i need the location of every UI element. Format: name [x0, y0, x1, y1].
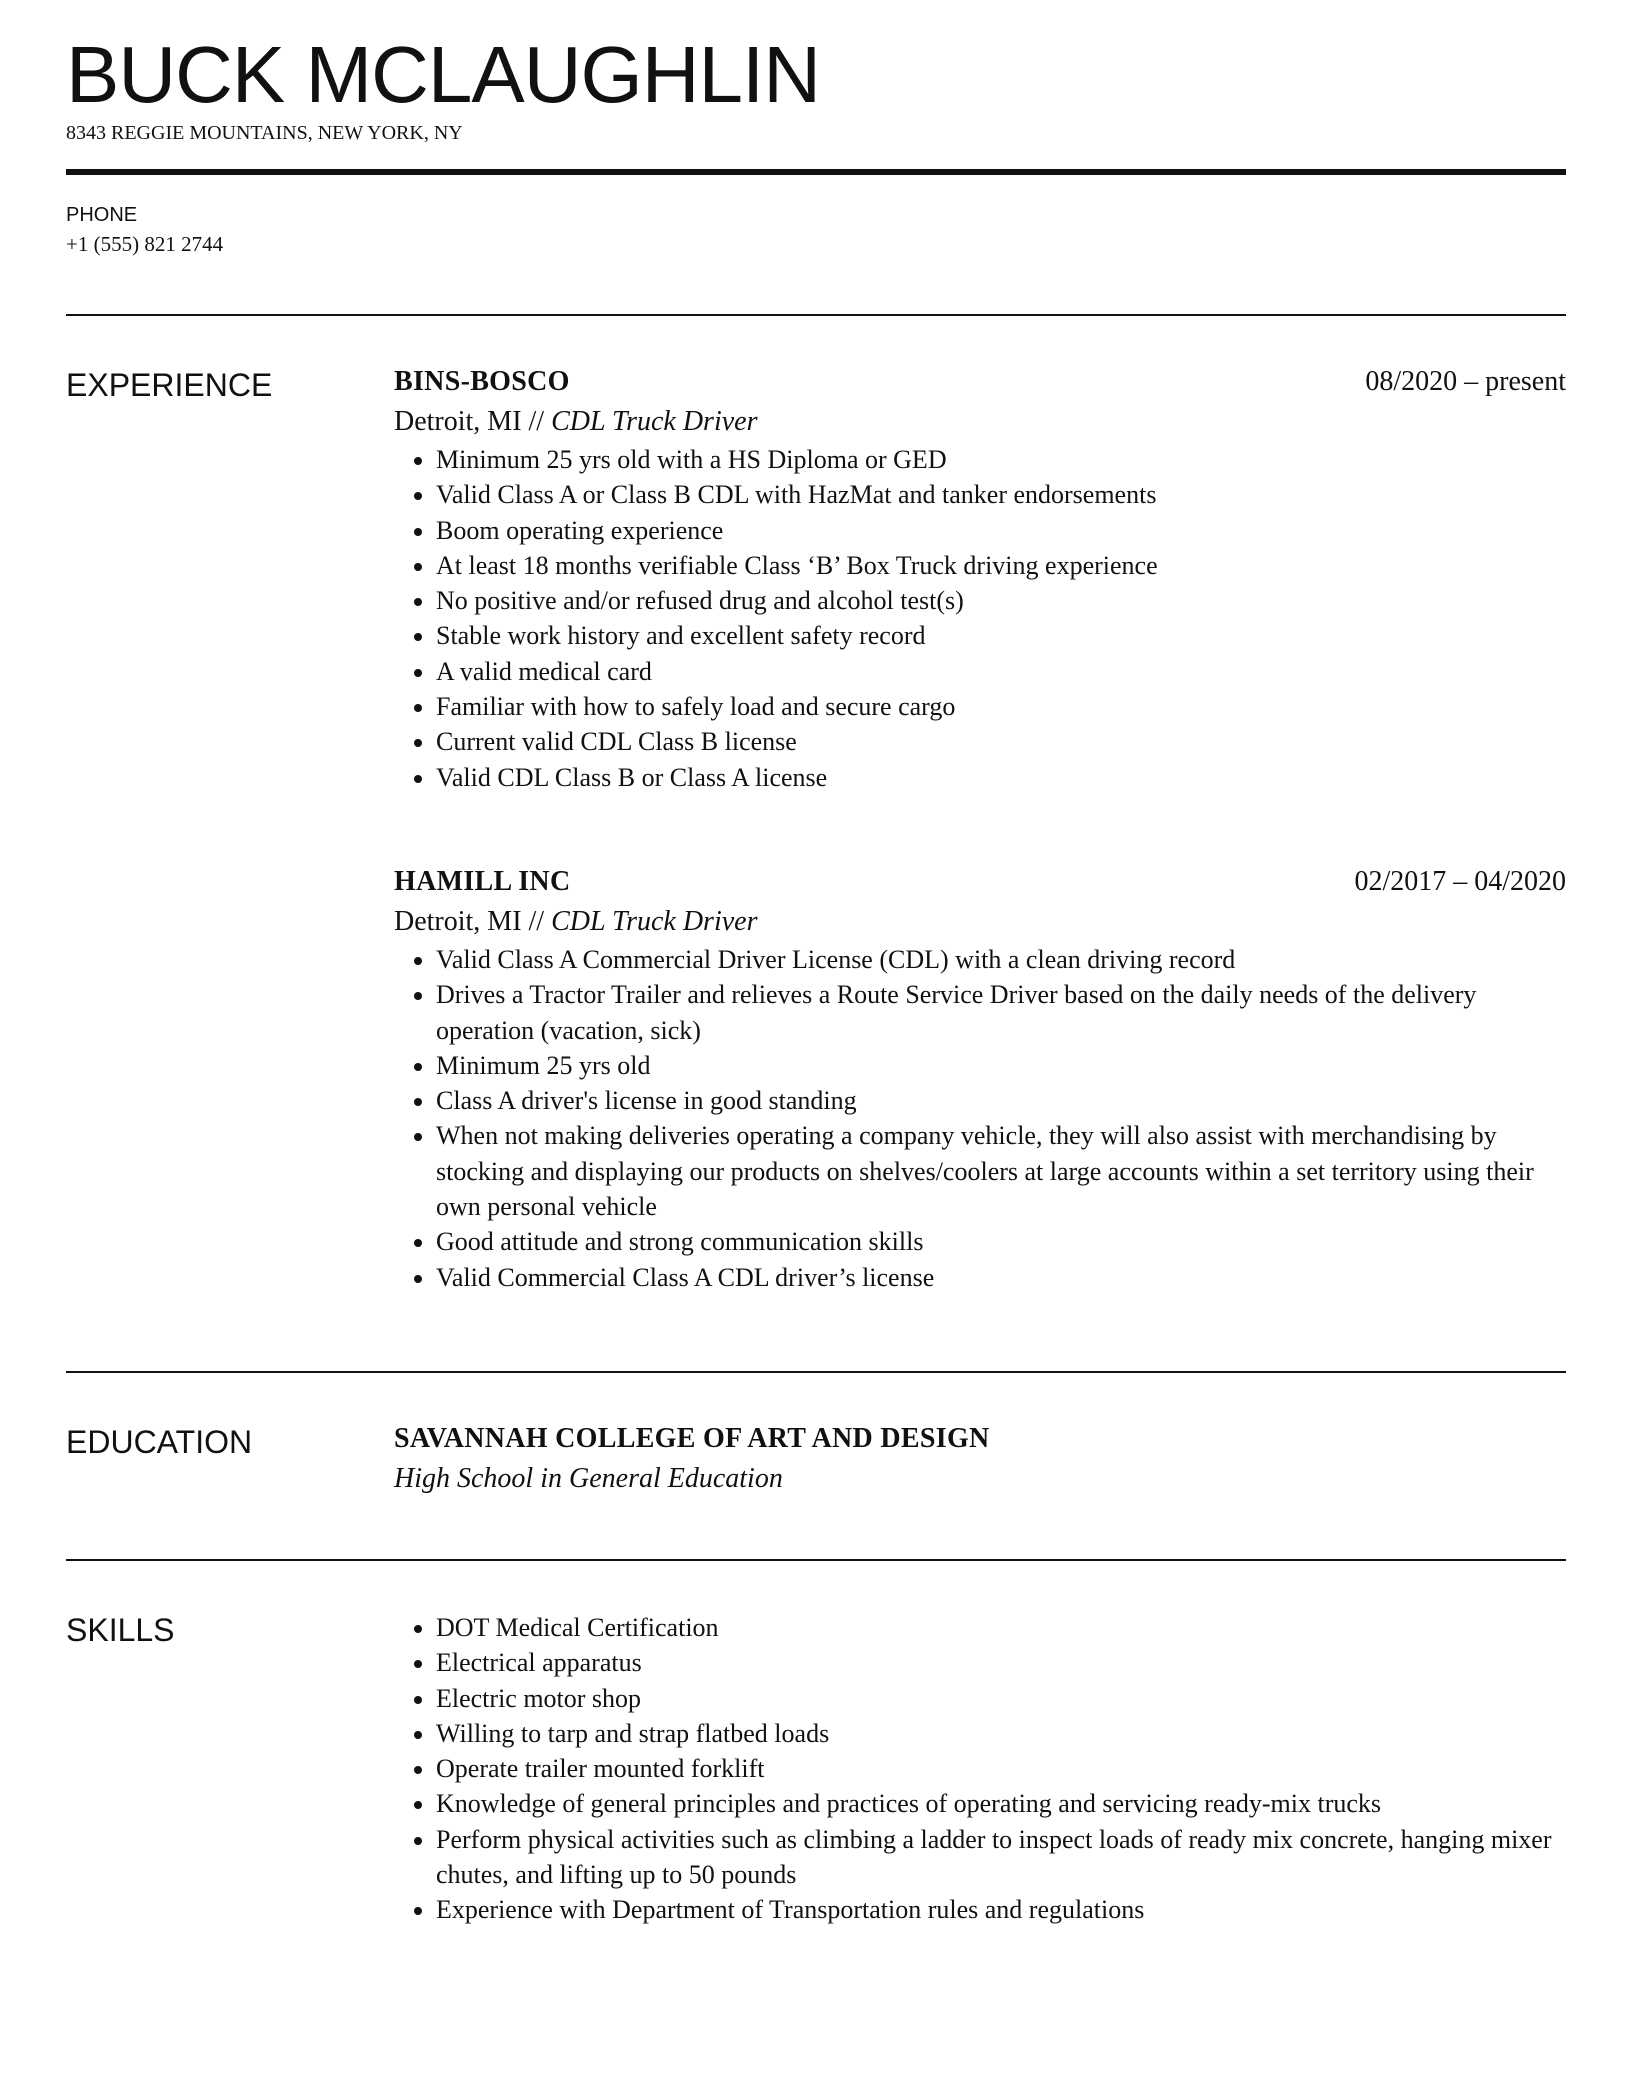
job-bullet: • When not making deliveries operating a company vehicle, they will also assist with merchandising by stocking and displaying our products on shelves/coolers at large accounts within a set territory using their own personal vehicle [436, 1118, 1566, 1224]
skills-list-container [394, 1610, 1566, 1928]
header-divider [66, 169, 1566, 175]
job-location: Detroit, MI [394, 406, 522, 437]
job-subtitle [394, 402, 1566, 442]
job-bullet-list [394, 442, 1566, 795]
candidate-name: BUCK MCLAUGHLIN [66, 30, 821, 119]
job-subtitle [394, 902, 1566, 942]
job-bullet: • Valid Class A Commercial Driver License (CDL) with a clean driving record [436, 942, 1566, 977]
job-dates: 02/2017 – 04/2020 [1354, 866, 1566, 897]
skill-item: • Knowledge of general principles and practices of operating and servicing ready-mix trucks [436, 1786, 1566, 1821]
job-bullet: • No positive and/or refused drug and alcohol test(s) [436, 583, 1566, 618]
skill-item: • Experience with Department of Transportation rules and regulations [436, 1892, 1566, 1927]
section-divider-education [66, 1371, 1566, 1373]
job-role: CDL Truck Driver [551, 406, 758, 437]
job-bullet: • Class A driver's license in good standing [436, 1083, 1566, 1118]
job-location: Detroit, MI [394, 906, 522, 937]
job-separator: // [521, 406, 552, 437]
skills-section-title: SKILLS [66, 1612, 175, 1648]
job-bullet: • Minimum 25 yrs old with a HS Diploma or GED [436, 442, 1566, 477]
job-bullet: • Current valid CDL Class B license [436, 724, 1566, 759]
section-divider-skills [66, 1559, 1566, 1561]
job-bullet: • A valid medical card [436, 654, 1566, 689]
education-section-title: EDUCATION [66, 1424, 253, 1460]
skill-item: • Electric motor shop [436, 1681, 1566, 1716]
job-header [394, 862, 1566, 902]
phone-label: PHONE [66, 204, 138, 226]
experience-section-title: EXPERIENCE [66, 367, 273, 403]
skill-item: • Operate trailer mounted forklift [436, 1751, 1566, 1786]
experience-entries-2 [394, 862, 1566, 1295]
job-bullet: • Valid CDL Class B or Class A license [436, 760, 1566, 795]
skills-bullet-list [394, 1610, 1566, 1928]
phone-value: +1 (555) 821 2744 [66, 232, 224, 256]
experience-entries [394, 362, 1566, 795]
skill-item: • Electrical apparatus [436, 1645, 1566, 1680]
job-bullet: • Valid Class A or Class B CDL with HazMat and tanker endorsements [436, 477, 1566, 512]
section-divider-experience [66, 314, 1566, 316]
job-bullet: • Stable work history and excellent safety record [436, 618, 1566, 653]
job-bullet: • Good attitude and strong communication skills [436, 1224, 1566, 1259]
job-role: CDL Truck Driver [551, 906, 758, 937]
job-bullet: • Minimum 25 yrs old [436, 1048, 1566, 1083]
candidate-address: 8343 REGGIE MOUNTAINS, NEW YORK, NY [66, 122, 463, 144]
education-degree: High School in General Education [394, 1463, 783, 1494]
job-bullet-list [394, 942, 1566, 1295]
job-separator: // [521, 906, 552, 937]
skill-item: • Perform physical activities such as climbing a ladder to inspect loads of ready mix concrete, hanging mixer chutes, and lifting up to 50 pounds [436, 1822, 1566, 1893]
job-dates: 08/2020 – present [1365, 366, 1566, 397]
job-bullet: • Boom operating experience [436, 513, 1566, 548]
job-entry [394, 362, 1566, 795]
job-bullet: • Drives a Tractor Trailer and relieves a Route Service Driver based on the daily needs of the delivery operation (vacation, sick) [436, 977, 1566, 1048]
job-bullet: • Valid Commercial Class A CDL driver’s license [436, 1260, 1566, 1295]
job-company: BINS-BOSCO [394, 366, 570, 397]
job-entry [394, 862, 1566, 1295]
job-header [394, 362, 1566, 402]
skill-item: • DOT Medical Certification [436, 1610, 1566, 1645]
skill-item: • Willing to tarp and strap flatbed loads [436, 1716, 1566, 1751]
job-bullet: • At least 18 months verifiable Class ‘B’ Box Truck driving experience [436, 548, 1566, 583]
job-company: HAMILL INC [394, 866, 571, 897]
education-school: SAVANNAH COLLEGE OF ART AND DESIGN [394, 1423, 990, 1454]
job-bullet: • Familiar with how to safely load and secure cargo [436, 689, 1566, 724]
education-entry [394, 1419, 1566, 1499]
